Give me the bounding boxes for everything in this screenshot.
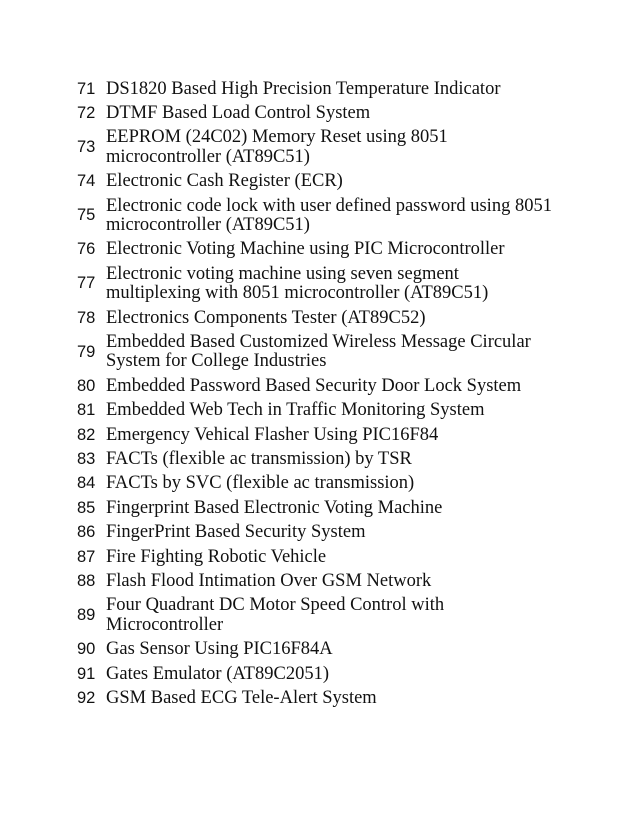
list-item: [77, 423, 577, 447]
item-number: 72: [77, 103, 96, 122]
item-number: 84: [77, 474, 96, 493]
item-title: Electronics Components Tester (AT89C52): [106, 307, 426, 328]
item-title: Gas Sensor Using PIC16F84A: [106, 639, 333, 660]
list-item: [77, 330, 577, 374]
item-number: 79: [77, 342, 96, 361]
item-number: 74: [77, 172, 96, 191]
list-item: [77, 77, 577, 101]
item-number: 75: [77, 206, 96, 225]
item-title: Embedded Web Tech in Traffic Monitoring System: [106, 400, 485, 421]
list-item: [77, 374, 577, 398]
list-item: [77, 594, 577, 638]
item-title: Four Quadrant DC Motor Speed Control with Microcontroller: [106, 595, 445, 635]
item-number: 81: [77, 401, 96, 420]
item-number: 88: [77, 572, 96, 591]
item-title: Electronic Cash Register (ECR): [106, 171, 343, 192]
item-title: Fire Fighting Robotic Vehicle: [106, 546, 327, 567]
item-title: EEPROM (24C02) Memory Reset using 8051 microcontroller (AT89C51): [106, 127, 448, 167]
item-title: FACTs (flexible ac transmission) by TSR: [106, 449, 412, 469]
list-item: [77, 496, 577, 520]
item-number: 82: [77, 425, 96, 444]
list-item: [77, 448, 577, 472]
item-title: Gates Emulator (AT89C2051): [106, 663, 329, 684]
item-title: FACTs by SVC (flexible ac transmission): [106, 473, 415, 494]
list-item: [77, 399, 577, 423]
item-title: Electronic voting machine using seven segment multiplexing with 8051 microcontroller (AT89C51): [106, 263, 489, 304]
list-item: [77, 521, 577, 545]
item-title: Emergency Vehical Flasher Using PIC16F84: [106, 424, 439, 445]
list-item: [77, 101, 577, 125]
item-number: 77: [77, 274, 96, 293]
project-list: [77, 77, 577, 711]
list-item: [77, 472, 577, 496]
list-item: [77, 638, 577, 662]
item-title: Fingerprint Based Electronic Voting Machine: [106, 497, 443, 518]
list-item: [77, 170, 577, 194]
item-number: 83: [77, 450, 96, 468]
item-number: 78: [77, 308, 96, 327]
item-title: Flash Flood Intimation Over GSM Network: [106, 571, 432, 592]
item-title: DS1820 Based High Precision Temperature Indicator: [106, 78, 501, 99]
item-title: Electronic code lock with user defined password using 8051 microcontroller (AT89C51): [106, 195, 552, 235]
item-number: 73: [77, 138, 96, 157]
item-number: 71: [77, 79, 96, 98]
list-item: [77, 662, 577, 686]
item-number: 76: [77, 240, 96, 259]
list-item: [77, 570, 577, 594]
item-number: 90: [77, 640, 96, 659]
item-number: 86: [77, 523, 96, 542]
list-item: [77, 194, 577, 238]
item-number: 91: [77, 664, 96, 683]
list-item: [77, 545, 577, 569]
item-title: Embedded Based Customized Wireless Message Circular System for College Industries: [106, 331, 531, 372]
list-item: [77, 126, 577, 170]
item-number: 85: [77, 498, 96, 517]
list-item: [77, 262, 577, 306]
item-title: DTMF Based Load Control System: [106, 102, 371, 123]
item-title: FingerPrint Based Security System: [106, 522, 366, 543]
item-number: 92: [77, 689, 96, 708]
list-item: [77, 306, 577, 330]
item-number: 87: [77, 547, 96, 566]
item-title: Embedded Password Based Security Door Lock System: [106, 375, 522, 396]
list-item: [77, 238, 577, 262]
item-number: 89: [77, 606, 96, 625]
item-title: Electronic Voting Machine using PIC Microcontroller: [106, 239, 505, 260]
item-number: 80: [77, 376, 96, 395]
item-title: GSM Based ECG Tele-Alert System: [106, 688, 377, 709]
list-item: [77, 687, 577, 711]
